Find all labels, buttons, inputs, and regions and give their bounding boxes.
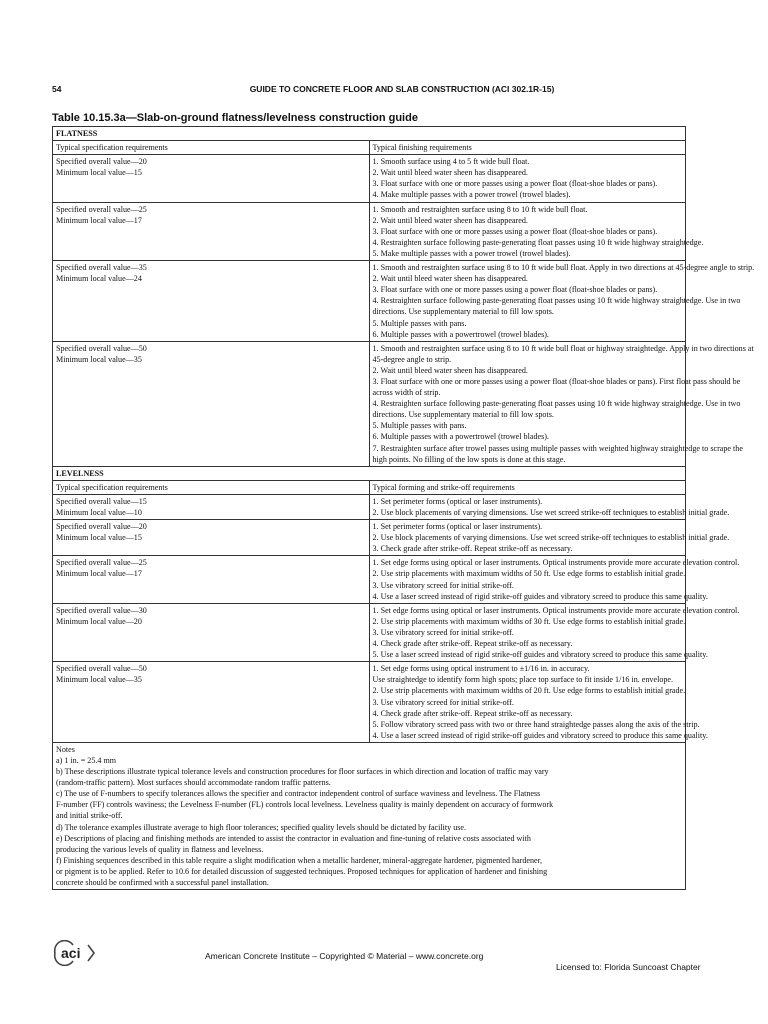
requirement-line: directions. Use supplementary material to fill low spots. — [372, 410, 554, 420]
requirement-line: 1. Smooth and restraighten surface using 8 to 10 ft wide bull float or highway straightedge. Apply in two directions at — [372, 343, 754, 353]
requirements-cell — [369, 261, 755, 342]
table-row — [53, 155, 686, 202]
requirement-line: 3. Use vibratory screed for initial strike-off. — [372, 627, 514, 637]
requirement-line: 3. Float surface with one or more passes using a power float (float-shoe blades or pans). — [372, 179, 658, 189]
flatness-heading-row — [53, 127, 686, 141]
spec-line: Minimum local value—20 — [56, 616, 142, 626]
spec-line: Minimum local value—17 — [56, 215, 142, 225]
note-line: or pigment is to be applied. Refer to 10.6 for detailed discussion of suggested techniques. Proposed techniques for application of hardener and finishing — [56, 866, 548, 876]
requirements-cell — [369, 155, 686, 202]
requirements-cell — [369, 603, 740, 661]
requirement-line: directions. Use supplementary material to fill low spots. — [372, 307, 554, 317]
spec-line: Specified overall value—25 — [56, 204, 147, 214]
requirement-line: 1. Set edge forms using optical instrument to ±1/16 in. in accuracy. — [372, 664, 590, 674]
requirement-line: 4. Use a laser screed instead of rigid strike-off guides and vibratory screed to produce this same quality. — [372, 591, 708, 601]
requirement-line: 1. Set perimeter forms (optical or laser instruments). — [372, 522, 543, 532]
requirement-line: 1. Set edge forms using optical or laser instruments. Optical instruments provide more accurate elevation control. — [372, 558, 740, 568]
requirement-line: 4. Make multiple passes with a power trowel (trowel blades). — [372, 190, 571, 200]
column-header-spec: Typical specification requirements — [53, 141, 370, 155]
spec-line: Specified overall value—30 — [56, 605, 147, 615]
requirements-cell — [369, 202, 704, 260]
requirement-line: 2. Use strip placements with maximum widths of 50 ft. Use edge forms to establish initial grade. — [372, 569, 686, 579]
requirement-line: 4. Check grade after strike-off. Repeat strike-off as necessary. — [372, 639, 573, 649]
aci-logo — [52, 940, 98, 966]
requirement-line: 1. Smooth and restraighten surface using 8 to 10 ft wide bull float. Apply in two directions at 45-degree angle to strip. — [372, 263, 755, 273]
table-row — [53, 494, 686, 519]
note-line: f) Finishing sequences described in this table require a slight modification when a metallic hardener, mineral-aggregate hardener, pigmented hardener, — [56, 855, 543, 865]
spec-cell — [53, 155, 370, 202]
requirement-line: 4. Restraighten surface following paste-generating float passes using 10 ft wide highway straightedge. Use in two — [372, 399, 741, 409]
column-header-requirements: Typical forming and strike-off requirements — [369, 480, 686, 494]
note-line: (random-traffic pattern). Most surfaces should accommodate random traffic patterns. — [56, 778, 331, 788]
spec-cell — [53, 662, 370, 743]
requirement-line: 2. Use strip placements with maximum widths of 30 ft. Use edge forms to establish initial grade. — [372, 616, 686, 626]
table-row — [53, 202, 686, 260]
requirement-line: 3. Float surface with one or more passes using a power float (float-shoe blades or pans). — [372, 226, 658, 236]
spec-line: Specified overall value—20 — [56, 157, 147, 167]
spec-line: Specified overall value—50 — [56, 664, 147, 674]
page-number: 54 — [52, 84, 62, 94]
levelness-heading-row — [53, 466, 686, 480]
requirement-line: 7. Restraighten surface after trowel passes using multiple passes with weighted highway straightedge to scrape the — [372, 443, 743, 453]
spec-cell — [53, 494, 370, 519]
spec-cell — [53, 520, 370, 556]
requirement-line: 5. Make multiple passes with a power trowel (trowel blades). — [372, 248, 571, 258]
requirement-line: 2. Wait until bleed water sheen has disappeared. — [372, 365, 528, 375]
table-row — [53, 341, 686, 466]
notes-cell — [53, 742, 686, 889]
requirement-line: 5. Follow vibratory screed pass with two or three hand straightedge passes along the axis of the strip. — [372, 719, 700, 729]
notes-row — [53, 742, 686, 889]
requirement-line: 5. Multiple passes with pans. — [372, 421, 467, 431]
table-title: Table 10.15.3a—Slab-on-ground flatness/levelness construction guide — [52, 112, 418, 124]
spec-line: Minimum local value—24 — [56, 274, 142, 284]
table-row — [53, 261, 686, 342]
table-row — [53, 603, 686, 661]
spec-line: Specified overall value—25 — [56, 558, 147, 568]
requirement-line: 2. Use block placements of varying dimensions. Use wet screed strike-off techniques to establish initial grade. — [372, 533, 730, 543]
note-line: a) 1 in. = 25.4 mm — [56, 755, 117, 765]
spec-line: Minimum local value—15 — [56, 168, 142, 178]
running-title: GUIDE TO CONCRETE FLOOR AND SLAB CONSTRUCTION (ACI 302.1R-15) — [249, 84, 555, 94]
requirement-line: 5. Use a laser screed instead of rigid strike-off guides and vibratory screed to produce this same quality. — [372, 650, 708, 660]
requirement-line: 3. Use vibratory screed for initial strike-off. — [372, 697, 514, 707]
requirements-cell — [369, 494, 730, 519]
requirement-line: 3. Float surface with one or more passes using a power float (float-shoe blades or pans). First float pass should be — [372, 376, 741, 386]
requirement-line: 4. Restraighten surface following paste-generating float passes using 10 ft wide highway straightedge. — [372, 237, 704, 247]
column-header-spec: Typical specification requirements — [53, 480, 370, 494]
requirement-line: 4. Restraighten surface following paste-generating float passes using 10 ft wide highway straightedge. Use in two — [372, 296, 741, 306]
spec-cell — [53, 202, 370, 260]
requirement-line: 2. Wait until bleed water sheen has disappeared. — [372, 168, 528, 178]
requirement-line: 3. Check grade after strike-off. Repeat strike-off as necessary. — [372, 544, 573, 554]
note-line: b) These descriptions illustrate typical tolerance levels and construction procedures for floor surfaces in which direction and location of traffic may vary — [56, 767, 549, 777]
note-line: and initial strike-off. — [56, 811, 123, 821]
requirement-line: 3. Float surface with one or more passes using a power float (float-shoe blades or pans). — [372, 285, 658, 295]
logo-text: aci — [61, 945, 81, 961]
spec-line: Minimum local value—17 — [56, 569, 142, 579]
spec-line: Specified overall value—50 — [56, 343, 147, 353]
spec-line: Minimum local value—35 — [56, 354, 142, 364]
spec-cell — [53, 556, 370, 603]
requirement-line: 1. Smooth and restraighten surface using 8 to 10 ft wide bull float. — [372, 204, 588, 214]
requirement-line: 2. Use block placements of varying dimensions. Use wet screed strike-off techniques to establish initial grade. — [372, 508, 730, 517]
spec-line: Minimum local value—15 — [56, 533, 142, 543]
requirement-line: Use straightedge to identify form high spots; place top surface to fit inside 1/16 in. envelope. — [372, 675, 674, 685]
flatness-column-header-row — [53, 141, 686, 155]
note-line: F-number (FF) controls waviness; the Levelness F-number (FL) controls local levelness. Levelness quality is mainly dependent on accuracy of formwork — [56, 800, 554, 810]
spec-cell — [53, 603, 370, 661]
spec-line: Specified overall value—35 — [56, 263, 147, 273]
requirement-line: 3. Use vibratory screed for initial strike-off. — [372, 580, 514, 590]
requirement-line: 1. Set edge forms using optical or laser instruments. Optical instruments provide more accurate elevation control. — [372, 605, 740, 615]
requirements-cell — [369, 662, 708, 743]
spec-line: Minimum local value—35 — [56, 675, 142, 685]
spec-line: Specified overall value—20 — [56, 522, 147, 532]
note-line: c) The use of F-numbers to specify tolerances allows the specifier and contractor independent control of surface waviness and levelness. The Flatness — [56, 789, 541, 799]
note-line: concrete should be confirmed with a successful panel installation. — [56, 878, 269, 887]
requirement-line: 2. Wait until bleed water sheen has disappeared. — [372, 274, 528, 284]
spec-line: Specified overall value—15 — [56, 496, 147, 506]
requirement-line: 4. Use a laser screed instead of rigid strike-off guides and vibratory screed to produce this same quality. — [372, 730, 708, 740]
requirements-cell — [369, 520, 730, 556]
flatness-heading: FLATNESS — [53, 127, 686, 141]
column-header-requirements: Typical finishing requirements — [369, 141, 686, 155]
requirement-line: 6. Multiple passes with a powertrowel (trowel blades). — [372, 432, 549, 442]
requirements-cell — [369, 341, 754, 466]
note-line: d) The tolerance examples illustrate average to high floor tolerances; specified quality levels should be dictated by facility use. — [56, 822, 467, 832]
requirement-line: 4. Check grade after strike-off. Repeat strike-off as necessary. — [372, 708, 573, 718]
table-row — [53, 662, 686, 743]
requirement-line: 45-degree angle to strip. — [372, 354, 452, 364]
spec-cell — [53, 341, 370, 466]
requirement-line: 2. Use strip placements with maximum widths of 20 ft. Use edge forms to establish initial grade. — [372, 686, 686, 696]
levelness-heading: LEVELNESS — [53, 466, 686, 480]
spec-line: Minimum local value—10 — [56, 508, 142, 517]
note-line: producing the various levels of quality in flatness and levelness. — [56, 844, 264, 854]
note-line: Notes — [56, 744, 75, 754]
table-row — [53, 520, 686, 556]
requirement-line: 1. Smooth surface using 4 to 5 ft wide bull float. — [372, 157, 530, 167]
levelness-column-header-row — [53, 480, 686, 494]
construction-guide-table — [52, 126, 755, 890]
spec-cell — [53, 261, 370, 342]
requirement-line: 5. Multiple passes with pans. — [372, 318, 467, 328]
license-notice: Licensed to: Florida Suncoast Chapter — [556, 962, 701, 972]
requirement-line: 2. Wait until bleed water sheen has disappeared. — [372, 215, 528, 225]
copyright-notice: American Concrete Institute – Copyrighted © Material – www.concrete.org — [205, 951, 484, 961]
requirements-cell — [369, 556, 740, 603]
requirement-line: 6. Multiple passes with a powertrowel (trowel blades). — [372, 329, 549, 339]
table-row — [53, 556, 686, 603]
requirement-line: high points. No filling of the low spots is done at this stage. — [372, 454, 566, 464]
requirement-line: across width of strip. — [372, 388, 441, 398]
requirement-line: 1. Set perimeter forms (optical or laser instruments). — [372, 496, 543, 506]
note-line: e) Descriptions of placing and finishing methods are intended to assist the contractor in evaluation and fine-tuning of relative costs associated with — [56, 833, 531, 843]
